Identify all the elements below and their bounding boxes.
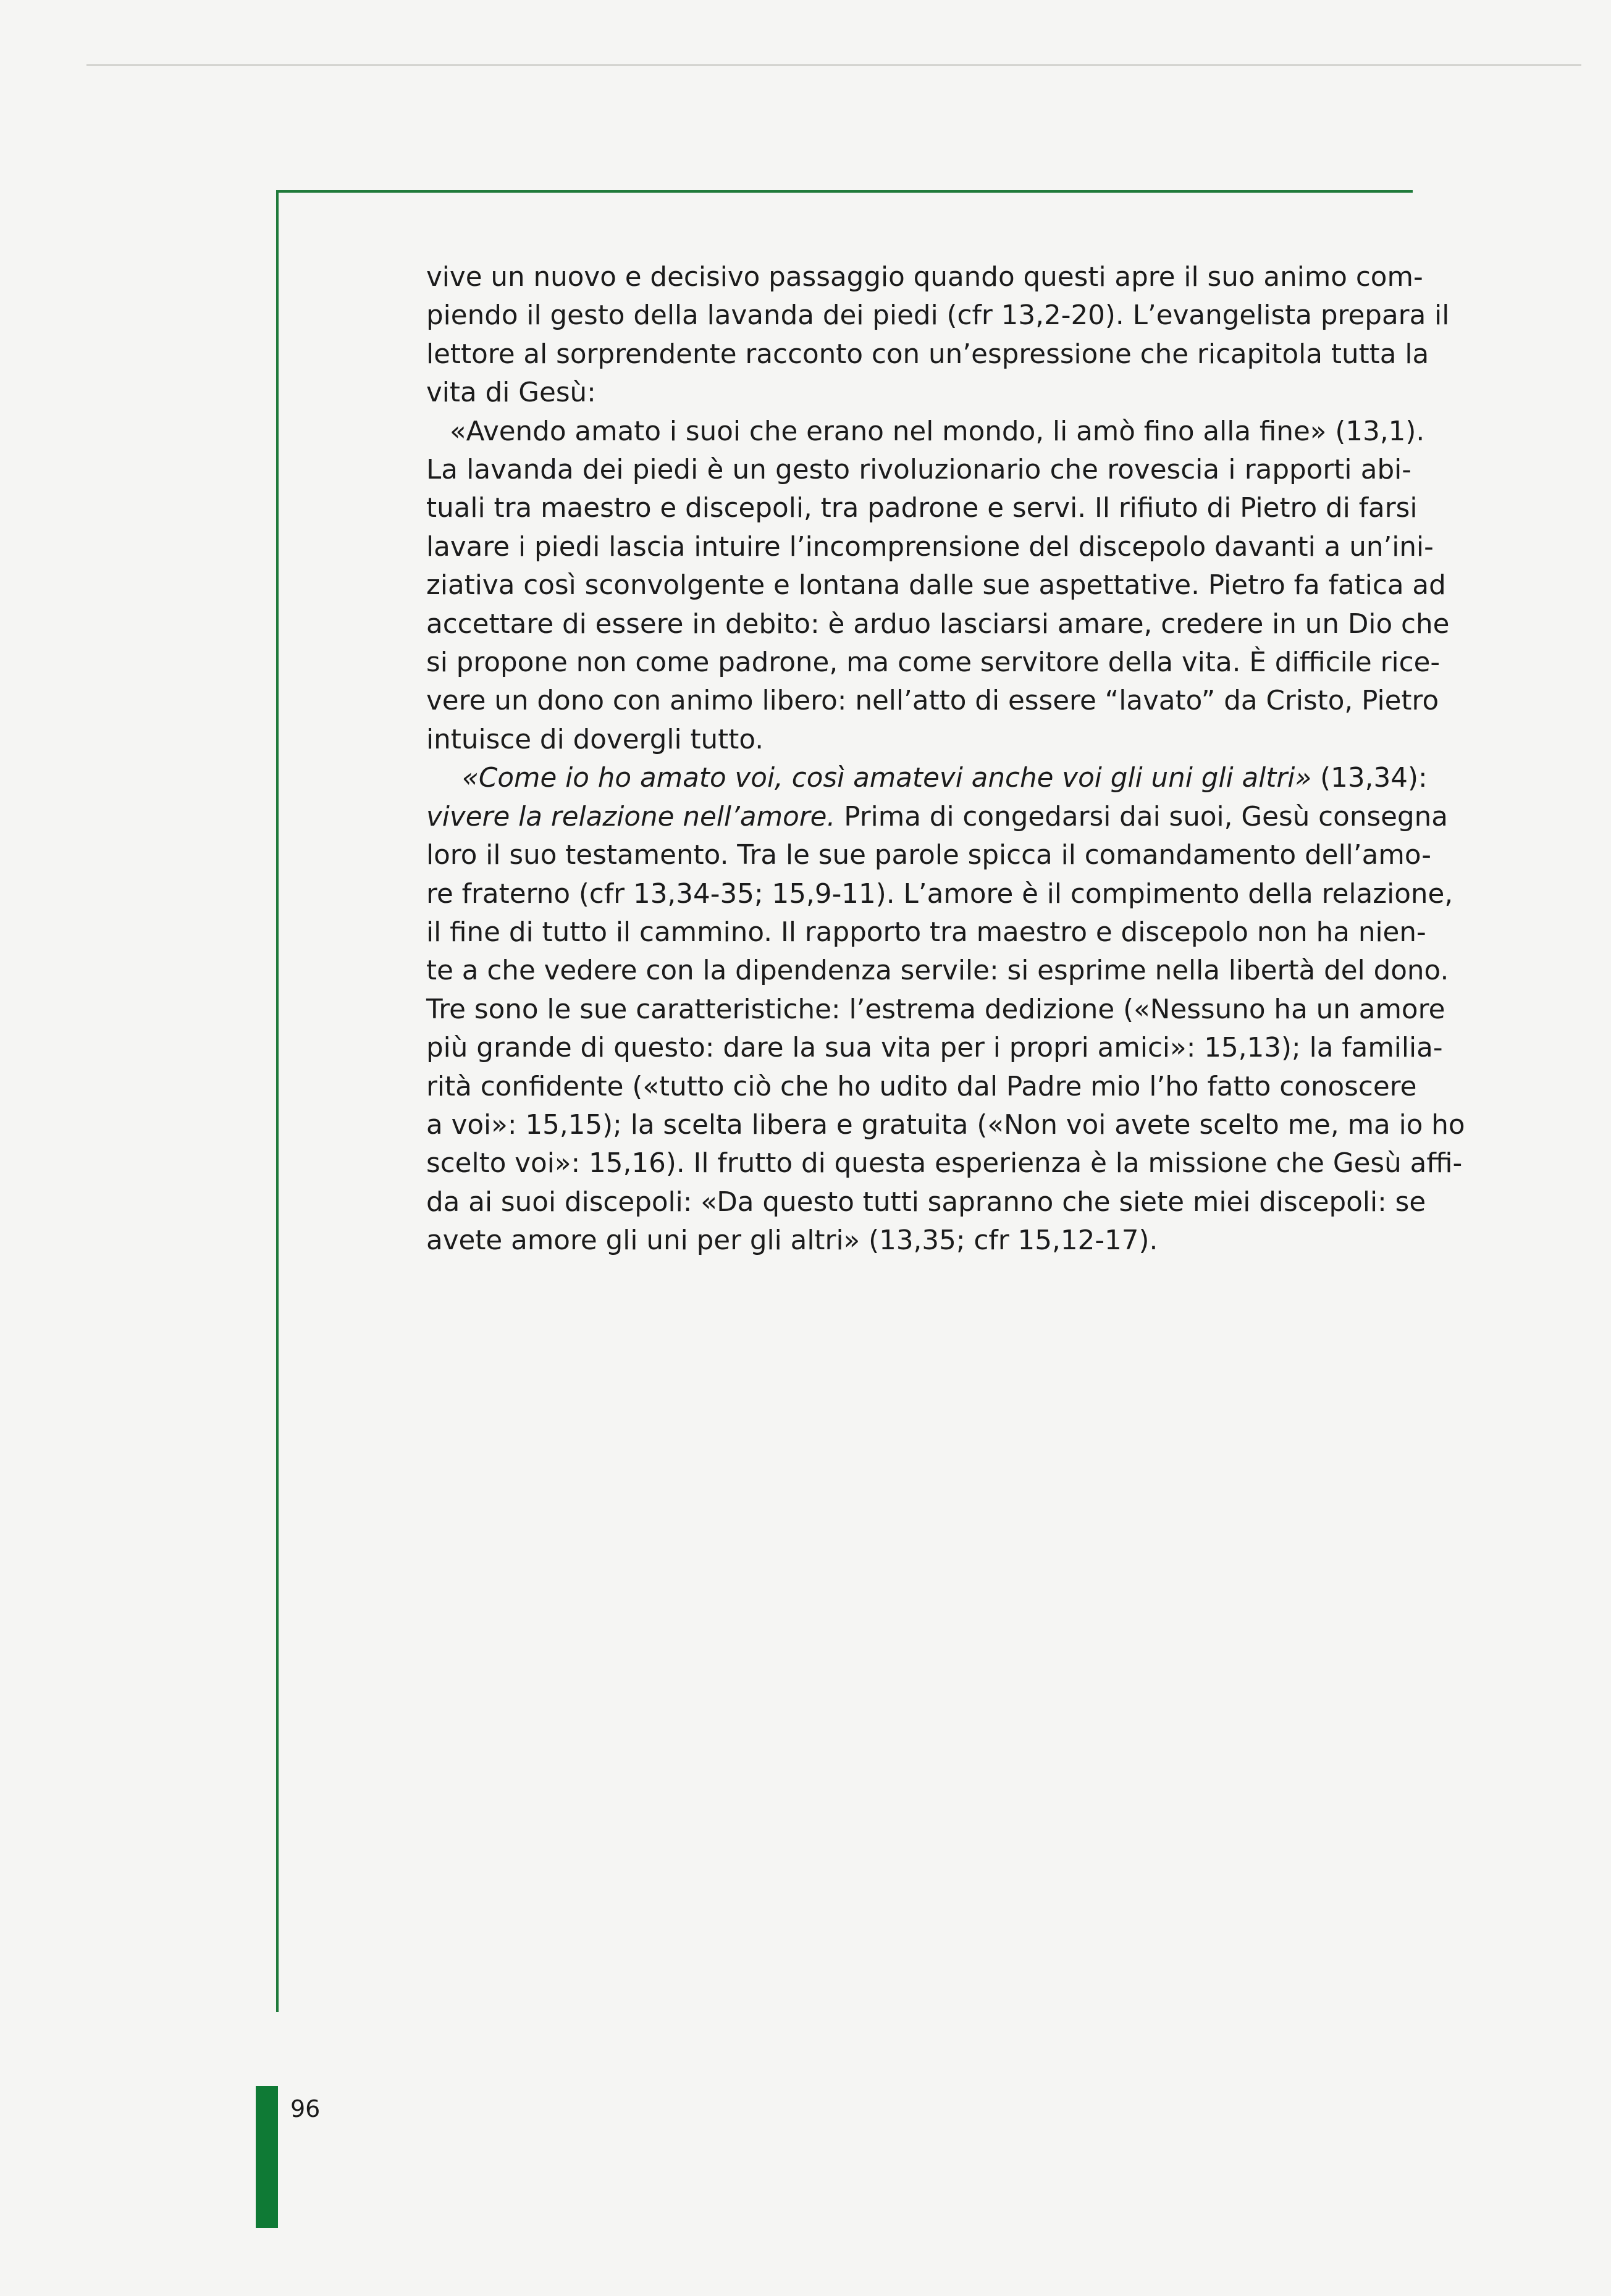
text-line: Tre sono le sue caratteristiche: l’estrema dedizione («Nessuno ha un amore [426,994,1445,1025]
text-line: più grande di questo: dare la sua vita per i propri amici»: 15,13); la familia- [426,1033,1443,1064]
text-line: accettare di essere in debito: è arduo lasciarsi amare, credere in un Dio che [426,608,1450,640]
text-line: vita di Gesù: [426,377,596,409]
text-line: a voi»: 15,15); la scelta libera e gratuita («Non voi avete scelto me, ma io ho [426,1109,1465,1141]
text-line: «Come io ho amato voi, così amatevi anche voi gli uni gli altri» (13,34): [462,763,1428,794]
text-line: il fine di tutto il cammino. Il rapporto tra maestro e discepolo non ha nien- [426,916,1426,948]
page-number: 96 [290,2095,321,2122]
text-line: vive un nuovo e decisivo passaggio quando questi apre il suo animo com- [426,262,1423,293]
text-line: lettore al sorprendente racconto con un’espressione che ricapitola tutta la [426,338,1429,370]
text-line: re fraterno (cfr 13,34-35; 15,9-11). L’amore è il compimento della relazione, [426,878,1453,910]
text-line: da ai suoi discepoli: «Da questo tutti sapranno che siete miei discepoli: se [426,1186,1426,1218]
frame-top-rule [276,190,1413,193]
text-line: piendo il gesto della lavanda dei piedi (cfr 13,2-20). L’evangelista prepara il [426,300,1450,332]
text-line: scelto voi»: 15,16). Il frutto di questa esperienza è la missione che Gesù affi- [426,1148,1463,1179]
text-line: si propone non come padrone, ma come servitore della vita. È difficile rice- [426,647,1441,679]
frame-left-rule [276,190,279,2012]
scan-edge [86,64,1581,66]
text-line: tuali tra maestro e discepoli, tra padrone e servi. Il rifiuto di Pietro di farsi [426,493,1418,524]
text-line: loro il suo testamento. Tra le sue parole spicca il comandamento dell’amo- [426,840,1432,871]
page-marker-bar [256,2086,278,2228]
text-line: intuisce di dovergli tutto. [426,724,764,755]
body-text [426,258,1465,1260]
text-line: «Avendo amato i suoi che erano nel mondo, li amò fino alla fine» (13,1). [450,416,1425,447]
text-line: rità confidente («tutto ciò che ho udito dal Padre mio l’ho fatto conoscere [426,1071,1417,1102]
text-line: vere un dono con animo libero: nell’atto di essere “lavato” da Cristo, Pietro [426,685,1439,717]
text-line: te a che vedere con la dipendenza servile: si esprime nella libertà del dono. [426,955,1449,987]
text-line: lavare i piedi lascia intuire l’incomprensione del discepolo davanti a un’ini- [426,531,1434,563]
text-line: vivere la relazione nell’amore. Prima di congedarsi dai suoi, Gesù consegna [426,801,1448,832]
text-line: ziativa così sconvolgente e lontana dalle sue aspettative. Pietro fa fatica ad [426,570,1446,601]
text-line: avete amore gli uni per gli altri» (13,35; cfr 15,12-17). [426,1225,1158,1257]
text-line: La lavanda dei piedi è un gesto rivoluzionario che rovescia i rapporti abi- [426,455,1411,486]
